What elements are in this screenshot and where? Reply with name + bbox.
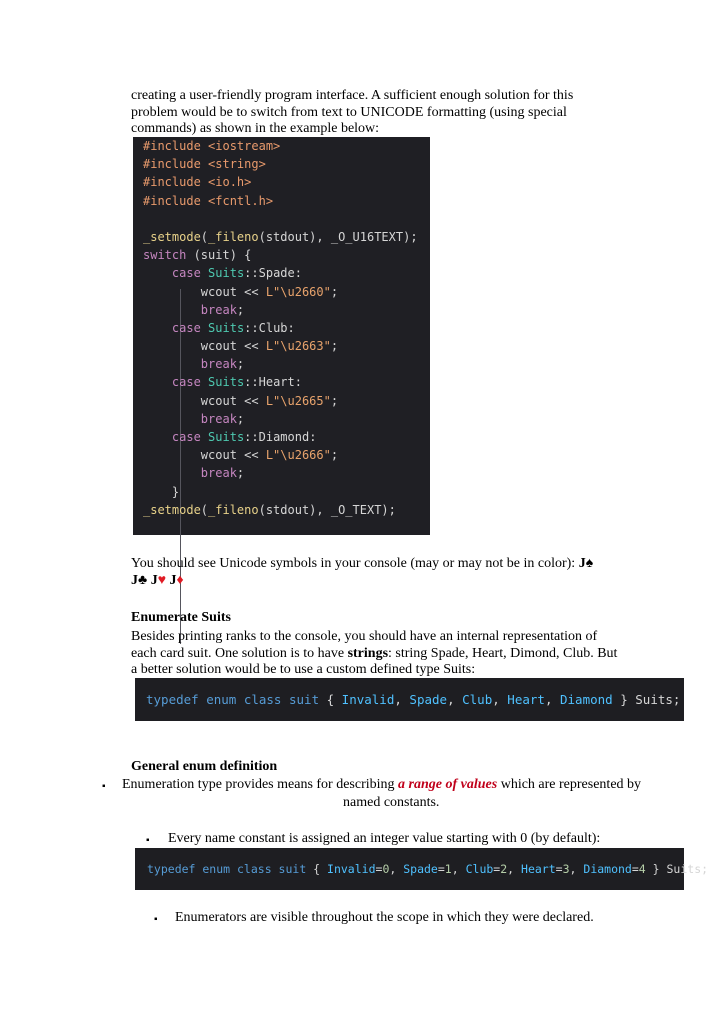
code-line: #include <fcntl.h> xyxy=(143,193,274,208)
bullet-item: Enumerators are visible throughout the scope in which they were declared. xyxy=(175,910,594,925)
code-line: #include <iostream> xyxy=(143,139,281,153)
code-line: case Suits::Heart: xyxy=(171,375,302,390)
enumerate-suits-heading: Enumerate Suits xyxy=(131,610,231,625)
intro-line: commands) as shown in the example below: xyxy=(131,121,380,136)
heart-symbol: ♥ xyxy=(157,572,166,588)
typedef-values-code-bar: typedef enum class suit { Invalid=0, Spade=1, Club=2, Heart=3, Diamond=4 } Suits; xyxy=(135,848,684,890)
bullet-item-cont: named constants. xyxy=(343,795,440,810)
code-line: wcout << L"\u2665"; xyxy=(200,393,339,408)
enumerate-paragraph: Besides printing ranks to the console, you should have an internal representation of each card suit. One solution is to have strings: string Spade, Heart, Dimond, Club. But a better solution would be to use a custom defined type Suits: xyxy=(131,629,618,677)
bullet-marker: ▪ xyxy=(102,781,106,792)
typedef-code-bar: typedef enum class suit { Invalid, Spade, Club, Heart, Diamond } Suits; xyxy=(135,678,684,721)
code-line: _setmode(_fileno(stdout), _O_TEXT); xyxy=(143,502,396,517)
code-line: wcout << L"\u2660"; xyxy=(200,284,339,299)
bullet-marker: ▪ xyxy=(146,835,150,846)
intro-line: problem would be to switch from text to UNICODE formatting (using special xyxy=(131,104,567,120)
code-line: wcout << L"\u2666"; xyxy=(200,448,339,463)
code-line: case Suits::Diamond: xyxy=(171,430,317,444)
code-line: #include <string> xyxy=(143,157,266,172)
code-line: #include <io.h> xyxy=(143,175,252,190)
bullet-item: Every name constant is assigned an integer value starting with 0 (by default): xyxy=(168,831,601,846)
code-line: break; xyxy=(200,302,245,317)
code-screenshot xyxy=(133,137,430,535)
bullet-item: Enumeration type provides means for describing a range of values which are represented by xyxy=(122,777,642,792)
code-line: _setmode(_fileno(stdout), _O_U16TEXT); xyxy=(143,229,418,244)
club-symbol: ♣ xyxy=(138,572,148,588)
code-line: break; xyxy=(200,466,245,481)
code-line: break; xyxy=(200,357,245,372)
intro-paragraph xyxy=(131,88,611,138)
general-enum-heading: General enum definition xyxy=(131,759,278,774)
code-line: } xyxy=(171,484,180,499)
code-line: wcout << L"\u2663"; xyxy=(200,339,339,354)
code-line: case Suits::Spade: xyxy=(171,266,302,281)
unicode-note: You should see Unicode symbols in your console (may or may not be in color): J♠ J♣ J♥ J♦ xyxy=(131,556,594,588)
diamond-symbol: ♦ xyxy=(176,572,184,588)
code-line: break; xyxy=(200,411,245,426)
code-line xyxy=(143,210,430,228)
code-line: case Suits::Club: xyxy=(171,320,295,335)
intro-line: creating a user-friendly program interface. A sufficient enough solution for this xyxy=(131,88,574,103)
spade-symbol: ♠ xyxy=(585,556,594,571)
bullet-marker: ▪ xyxy=(154,914,158,925)
code-line: switch (suit) { xyxy=(143,248,252,263)
